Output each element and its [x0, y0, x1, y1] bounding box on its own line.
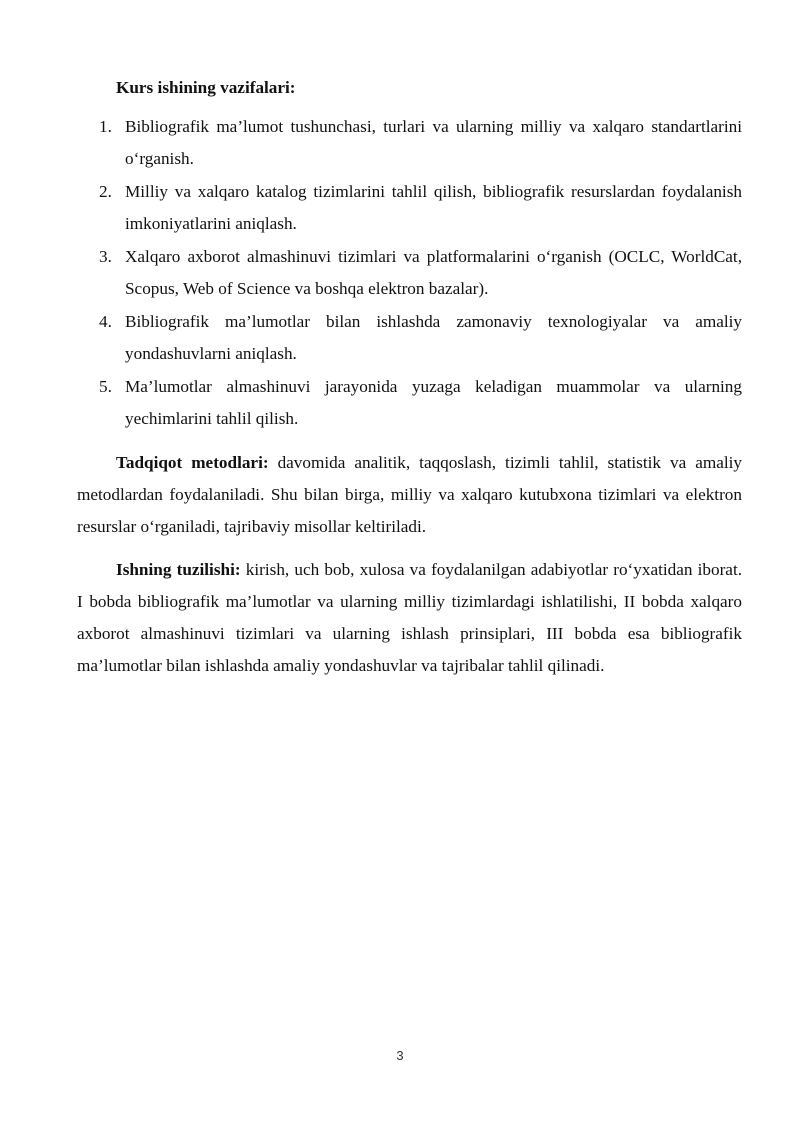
methods-lead: Tadqiqot metodlari: — [116, 453, 269, 472]
list-item-number: 2. — [99, 182, 112, 201]
list-item — [77, 111, 742, 175]
methods-paragraph — [77, 447, 742, 543]
structure-text: kirish, uch bob, xulosa va foydalanilgan adabiyotlar ro‘yxatidan iborat. I bobda bibliografik ma’lumotlar va ularning milliy tizimlardagi ishlatilishi, II bobda xalqaro axborot almashinuvi tizimlari va ularning ishlash prinsiplari, III bobda esa bibliografik ma’lumotlar bilan ishlashda amaliy yondashuvlar va tajribalar tahlil qilinadi. — [77, 560, 743, 675]
list-item — [77, 176, 742, 240]
list-item-text: Bibliografik ma’lumotlar bilan ishlashda zamonaviy texnologiyalar va amaliy yondashuvlarni aniqlash. — [125, 312, 742, 363]
list-item-number: 5. — [99, 377, 112, 396]
list-item — [77, 241, 742, 305]
list-item — [77, 371, 742, 435]
list-item-text: Ma’lumotlar almashinuvi jarayonida yuzaga keladigan muammolar va ularning yechimlarini tahlil qilish. — [125, 377, 742, 428]
list-item-text: Bibliografik ma’lumot tushunchasi, turlari va ularning milliy va xalqaro standartlarini o‘rganish. — [125, 117, 742, 168]
section-heading: Kurs ishining vazifalari: — [116, 78, 296, 97]
list-item-number: 1. — [99, 117, 112, 136]
list-item-number: 3. — [99, 247, 112, 266]
document-page — [77, 72, 742, 682]
list-item-number: 4. — [99, 312, 112, 331]
structure-lead: Ishning tuzilishi: — [116, 560, 241, 579]
methods-text: davomida analitik, taqqoslash, tizimli tahlil, statistik va amaliy metodlardan foydalaniladi. Shu bilan birga, milliy va xalqaro kutubxona tizimlari va elektron resurslar o‘rganiladi, tajribaviy misollar keltiriladi. — [77, 453, 742, 536]
list-item — [77, 306, 742, 370]
structure-paragraph — [77, 554, 742, 682]
list-item-text: Milliy va xalqaro katalog tizimlarini tahlil qilish, bibliografik resurslardan foydalanish imkoniyatlarini aniqlash. — [125, 182, 742, 233]
list-item-text: Xalqaro axborot almashinuvi tizimlari va platformalarini o‘rganish (OCLC, WorldCat, Scopus, Web of Science va boshqa elektron bazalar). — [125, 247, 742, 298]
tasks-list — [77, 111, 742, 435]
page-number: 3 — [396, 1048, 404, 1063]
